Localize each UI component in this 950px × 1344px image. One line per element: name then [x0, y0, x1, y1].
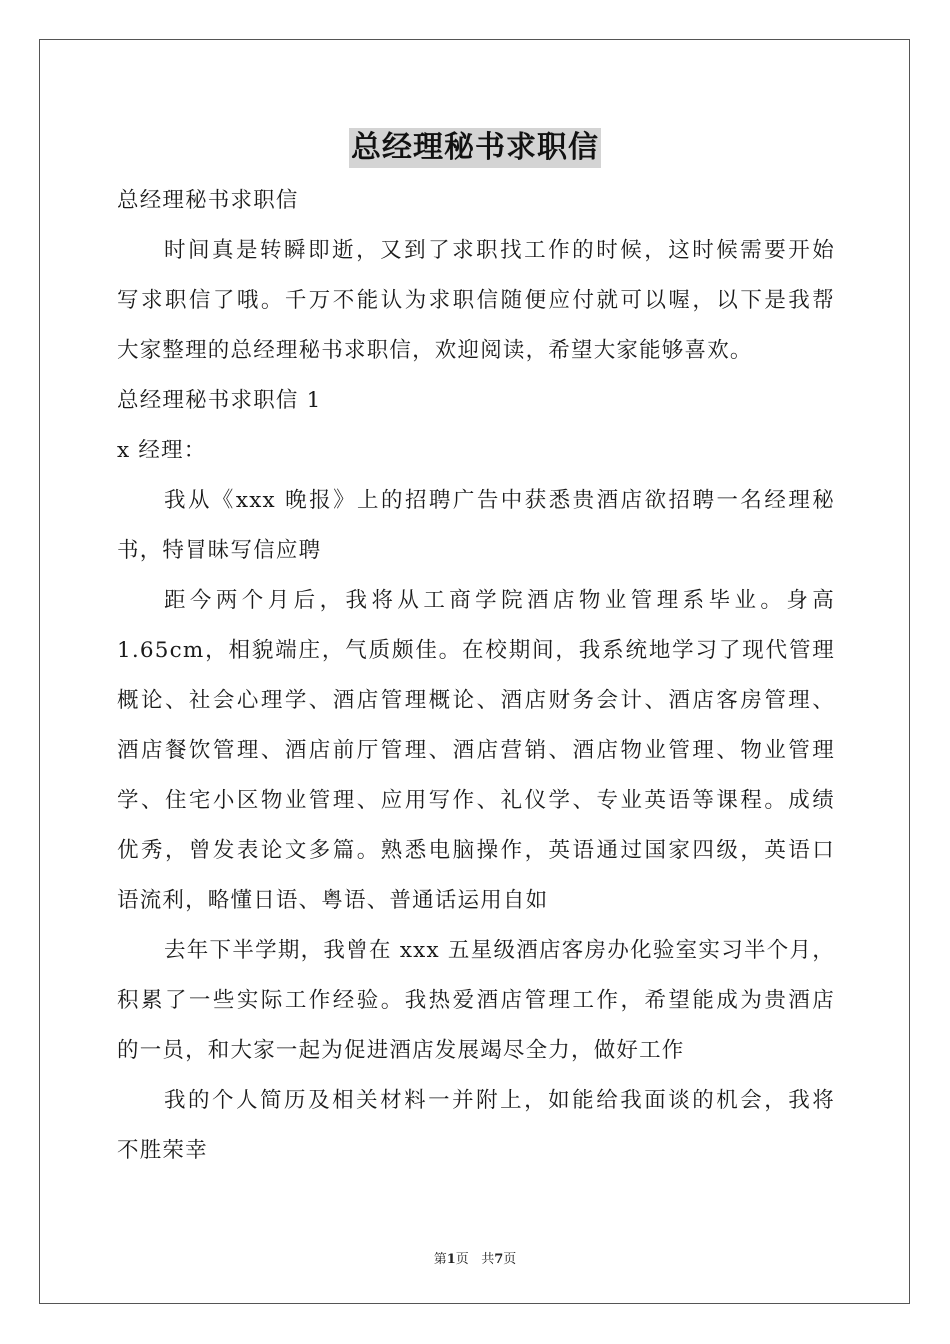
- page-footer: [0, 1248, 950, 1267]
- paragraph-line: 距今两个月后，我将从工商学院酒店物业管理系毕业。身高: [164, 588, 835, 613]
- footer-page-suffix: 页: [455, 1252, 469, 1267]
- paragraph-line: 时间真是转瞬即逝，又到了求职找工作的时候，这时候需要开始: [164, 238, 835, 263]
- title-container: [0, 128, 950, 168]
- document-body: [117, 176, 835, 1176]
- footer-total-suffix: 页: [503, 1252, 517, 1267]
- paragraph-line: 语流利，略懂日语、粤语、普通话运用自如: [117, 888, 549, 913]
- paragraph-line: 书，特冒昧写信应聘: [117, 538, 322, 563]
- paragraph-line: 酒店餐饮管理、酒店前厅管理、酒店营销、酒店物业管理、物业管理: [117, 738, 835, 763]
- paragraph-line: 不胜荣幸: [117, 1138, 208, 1163]
- paragraph-line: 1.65cm，相貌端庄，气质颇佳。在校期间，我系统地学习了现代管理: [117, 638, 835, 663]
- paragraph-line: 我的个人简历及相关材料一并附上，如能给我面谈的机会，我将: [164, 1088, 835, 1113]
- paragraph-line: 我从《xxx 晚报》上的招聘广告中获悉贵酒店欲招聘一名经理秘: [164, 488, 835, 513]
- footer-page-prefix: 第: [433, 1252, 447, 1267]
- paragraph-line: 去年下半学期，我曾在 xxx 五星级酒店客房办化验室实习半个月，: [164, 938, 835, 963]
- paragraph-line: 积累了一些实际工作经验。我热爱酒店管理工作，希望能成为贵酒店: [117, 988, 835, 1013]
- footer-page-number: 1: [446, 1252, 456, 1267]
- salutation: x 经理：: [117, 438, 207, 463]
- document-title: 总经理秘书求职信: [349, 128, 601, 168]
- subtitle-line: 总经理秘书求职信: [117, 188, 299, 213]
- paragraph-line: 写求职信了哦。千万不能认为求职信随便应付就可以喔，以下是我帮: [117, 288, 835, 313]
- paragraph-line: 学、住宅小区物业管理、应用写作、礼仪学、专业英语等课程。成绩: [117, 788, 835, 813]
- paragraph-line: 的一员，和大家一起为促进酒店发展竭尽全力，做好工作: [117, 1038, 685, 1063]
- paragraph-line: 概论、社会心理学、酒店管理概论、酒店财务会计、酒店客房管理、: [117, 688, 835, 713]
- paragraph-line: 大家整理的总经理秘书求职信，欢迎阅读，希望大家能够喜欢。: [117, 338, 753, 363]
- footer-total-pages: 7: [494, 1252, 504, 1267]
- footer-total-prefix: 共: [481, 1252, 495, 1267]
- section-heading: 总经理秘书求职信 1: [117, 388, 322, 413]
- paragraph-line: 优秀，曾发表论文多篇。熟悉电脑操作，英语通过国家四级，英语口: [117, 838, 835, 863]
